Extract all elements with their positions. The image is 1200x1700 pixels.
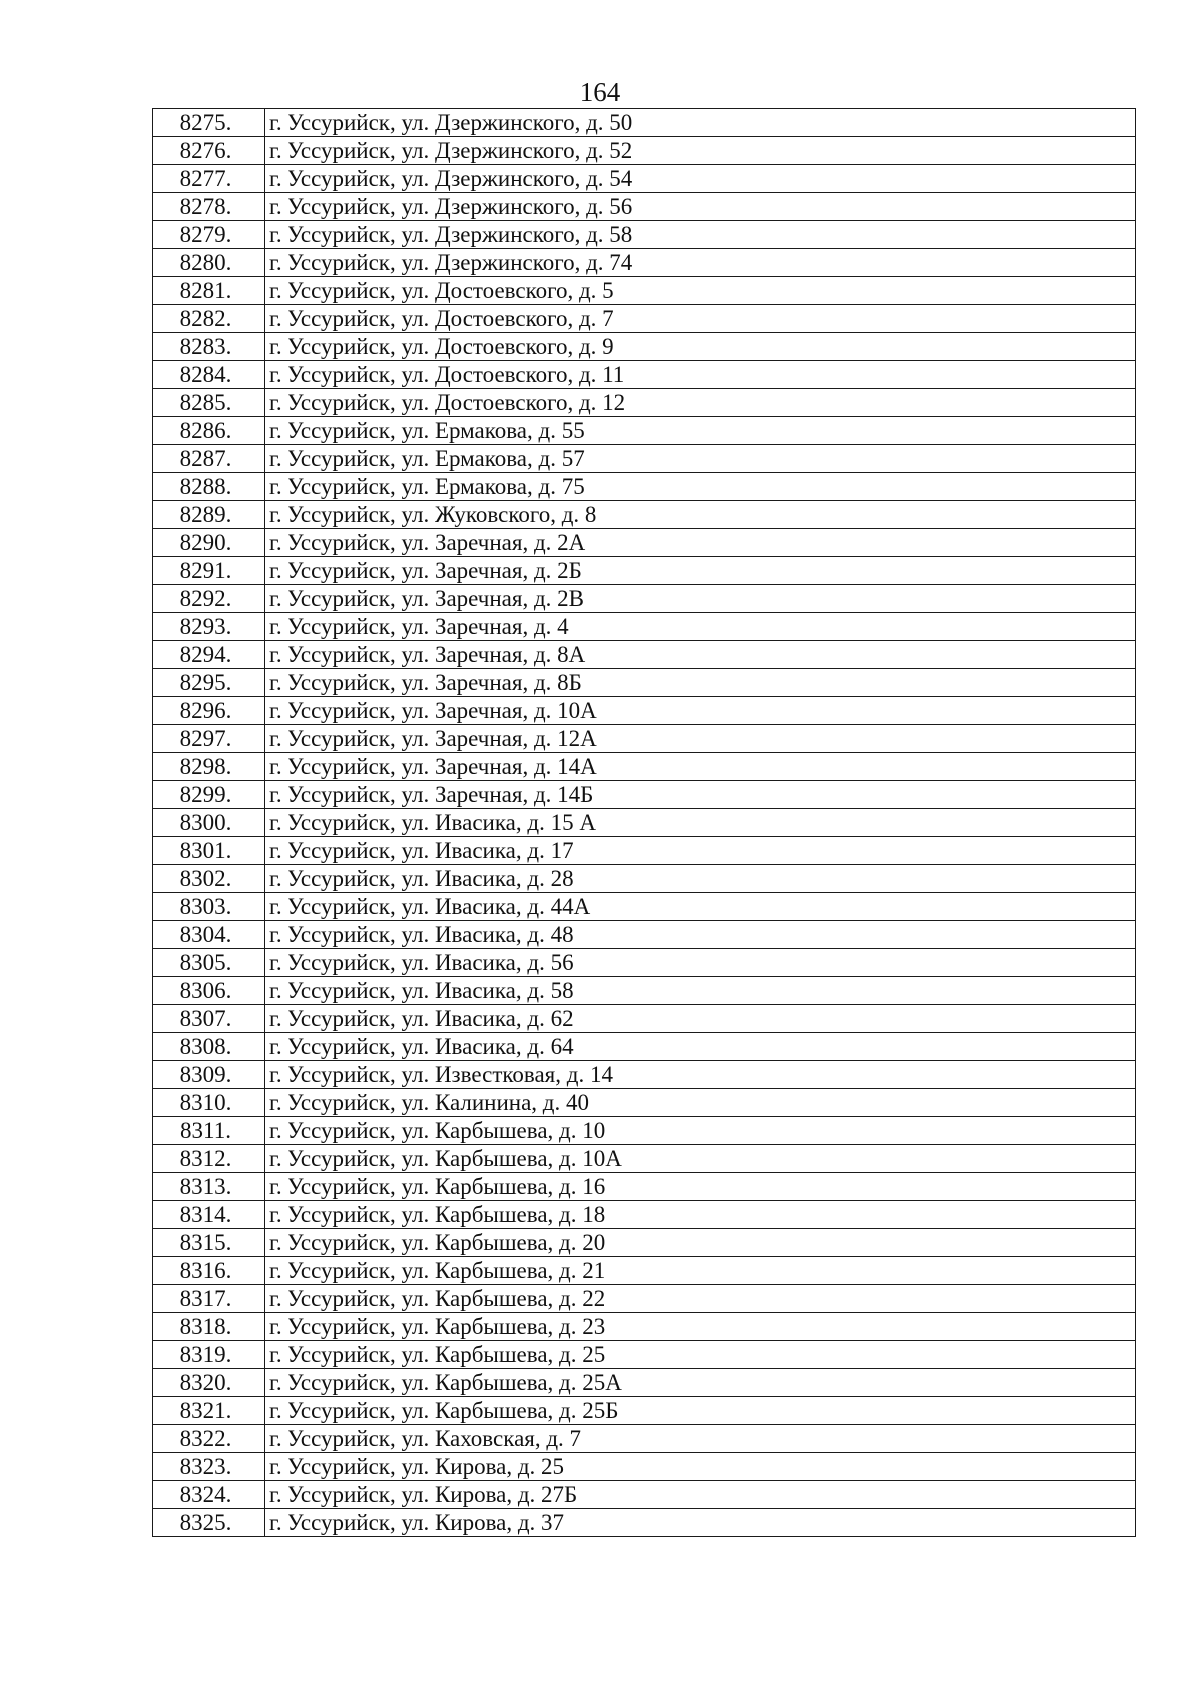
address-cell: г. Уссурийск, ул. Каховская, д. 7 [265, 1425, 1136, 1453]
row-number-cell: 8288. [153, 473, 265, 501]
table-row [153, 1117, 1136, 1145]
address-cell: г. Уссурийск, ул. Заречная, д. 10А [265, 697, 1136, 725]
table-row [153, 893, 1136, 921]
table-row [153, 1145, 1136, 1173]
row-number-cell: 8306. [153, 977, 265, 1005]
address-cell: г. Уссурийск, ул. Карбышева, д. 25 [265, 1341, 1136, 1369]
table-row [153, 669, 1136, 697]
page-number: 164 [579, 77, 621, 107]
table-row [153, 277, 1136, 305]
table-row [153, 529, 1136, 557]
table-row [153, 865, 1136, 893]
address-cell: г. Уссурийск, ул. Дзержинского, д. 54 [265, 165, 1136, 193]
row-number-cell: 8308. [153, 1033, 265, 1061]
table-row [153, 1201, 1136, 1229]
table-row [153, 1061, 1136, 1089]
row-number-cell: 8276. [153, 137, 265, 165]
table-row [153, 921, 1136, 949]
table-row [153, 613, 1136, 641]
address-cell: г. Уссурийск, ул. Ермакова, д. 75 [265, 473, 1136, 501]
table-row [153, 1089, 1136, 1117]
address-cell: г. Уссурийск, ул. Дзержинского, д. 74 [265, 249, 1136, 277]
row-number-cell: 8296. [153, 697, 265, 725]
row-number-cell: 8325. [153, 1509, 265, 1537]
address-cell: г. Уссурийск, ул. Ивасика, д. 15 А [265, 809, 1136, 837]
address-cell: г. Уссурийск, ул. Калинина, д. 40 [265, 1089, 1136, 1117]
table-row [153, 1173, 1136, 1201]
address-cell: г. Уссурийск, ул. Карбышева, д. 10 [265, 1117, 1136, 1145]
row-number-cell: 8319. [153, 1341, 265, 1369]
row-number-cell: 8289. [153, 501, 265, 529]
address-cell: г. Уссурийск, ул. Ивасика, д. 62 [265, 1005, 1136, 1033]
table-row [153, 473, 1136, 501]
row-number-cell: 8310. [153, 1089, 265, 1117]
row-number-cell: 8299. [153, 781, 265, 809]
row-number-cell: 8301. [153, 837, 265, 865]
address-cell: г. Уссурийск, ул. Ивасика, д. 17 [265, 837, 1136, 865]
table-row [153, 417, 1136, 445]
row-number-cell: 8322. [153, 1425, 265, 1453]
row-number-cell: 8305. [153, 949, 265, 977]
row-number-cell: 8311. [153, 1117, 265, 1145]
table-row [153, 221, 1136, 249]
address-cell: г. Уссурийск, ул. Заречная, д. 14Б [265, 781, 1136, 809]
row-number-cell: 8284. [153, 361, 265, 389]
table-row [153, 1481, 1136, 1509]
address-cell: г. Уссурийск, ул. Дзержинского, д. 52 [265, 137, 1136, 165]
table-row [153, 193, 1136, 221]
row-number-cell: 8314. [153, 1201, 265, 1229]
table-row [153, 809, 1136, 837]
address-cell: г. Уссурийск, ул. Карбышева, д. 16 [265, 1173, 1136, 1201]
address-cell: г. Уссурийск, ул. Заречная, д. 12А [265, 725, 1136, 753]
table-row [153, 585, 1136, 613]
table-row [153, 445, 1136, 473]
address-cell: г. Уссурийск, ул. Карбышева, д. 10А [265, 1145, 1136, 1173]
address-cell: г. Уссурийск, ул. Заречная, д. 8Б [265, 669, 1136, 697]
address-cell: г. Уссурийск, ул. Дзержинского, д. 50 [265, 109, 1136, 137]
address-cell: г. Уссурийск, ул. Дзержинского, д. 56 [265, 193, 1136, 221]
table-row [153, 1341, 1136, 1369]
table-row [153, 165, 1136, 193]
table-row [153, 1453, 1136, 1481]
address-cell: г. Уссурийск, ул. Заречная, д. 4 [265, 613, 1136, 641]
row-number-cell: 8277. [153, 165, 265, 193]
address-table-body [153, 109, 1136, 1537]
table-row [153, 1033, 1136, 1061]
row-number-cell: 8290. [153, 529, 265, 557]
address-cell: г. Уссурийск, ул. Карбышева, д. 20 [265, 1229, 1136, 1257]
table-row [153, 305, 1136, 333]
address-cell: г. Уссурийск, ул. Карбышева, д. 25А [265, 1369, 1136, 1397]
address-cell: г. Уссурийск, ул. Ивасика, д. 48 [265, 921, 1136, 949]
row-number-cell: 8286. [153, 417, 265, 445]
address-cell: г. Уссурийск, ул. Карбышева, д. 22 [265, 1285, 1136, 1313]
address-cell: г. Уссурийск, ул. Достоевского, д. 9 [265, 333, 1136, 361]
row-number-cell: 8324. [153, 1481, 265, 1509]
address-cell: г. Уссурийск, ул. Ивасика, д. 58 [265, 977, 1136, 1005]
address-cell: г. Уссурийск, ул. Достоевского, д. 11 [265, 361, 1136, 389]
row-number-cell: 8278. [153, 193, 265, 221]
row-number-cell: 8320. [153, 1369, 265, 1397]
table-row [153, 1229, 1136, 1257]
row-number-cell: 8300. [153, 809, 265, 837]
address-cell: г. Уссурийск, ул. Ивасика, д. 44А [265, 893, 1136, 921]
row-number-cell: 8279. [153, 221, 265, 249]
table-row [153, 137, 1136, 165]
table-row [153, 781, 1136, 809]
table-row [153, 1285, 1136, 1313]
row-number-cell: 8312. [153, 1145, 265, 1173]
row-number-cell: 8295. [153, 669, 265, 697]
table-row [153, 1425, 1136, 1453]
row-number-cell: 8321. [153, 1397, 265, 1425]
row-number-cell: 8283. [153, 333, 265, 361]
address-cell: г. Уссурийск, ул. Заречная, д. 2А [265, 529, 1136, 557]
row-number-cell: 8297. [153, 725, 265, 753]
row-number-cell: 8280. [153, 249, 265, 277]
row-number-cell: 8317. [153, 1285, 265, 1313]
address-cell: г. Уссурийск, ул. Карбышева, д. 25Б [265, 1397, 1136, 1425]
row-number-cell: 8294. [153, 641, 265, 669]
table-row [153, 389, 1136, 417]
address-cell: г. Уссурийск, ул. Заречная, д. 14А [265, 753, 1136, 781]
row-number-cell: 8287. [153, 445, 265, 473]
table-row [153, 837, 1136, 865]
table-row [153, 249, 1136, 277]
address-cell: г. Уссурийск, ул. Заречная, д. 8А [265, 641, 1136, 669]
row-number-cell: 8313. [153, 1173, 265, 1201]
address-cell: г. Уссурийск, ул. Ивасика, д. 64 [265, 1033, 1136, 1061]
table-row [153, 1313, 1136, 1341]
table-row [153, 949, 1136, 977]
row-number-cell: 8318. [153, 1313, 265, 1341]
table-row [153, 1369, 1136, 1397]
address-table [152, 108, 1136, 1537]
address-cell: г. Уссурийск, ул. Кирова, д. 37 [265, 1509, 1136, 1537]
table-row [153, 1397, 1136, 1425]
table-row [153, 557, 1136, 585]
row-number-cell: 8298. [153, 753, 265, 781]
row-number-cell: 8316. [153, 1257, 265, 1285]
table-row [153, 361, 1136, 389]
row-number-cell: 8309. [153, 1061, 265, 1089]
row-number-cell: 8304. [153, 921, 265, 949]
address-cell: г. Уссурийск, ул. Заречная, д. 2Б [265, 557, 1136, 585]
table-row [153, 501, 1136, 529]
address-cell: г. Уссурийск, ул. Заречная, д. 2В [265, 585, 1136, 613]
address-cell: г. Уссурийск, ул. Известковая, д. 14 [265, 1061, 1136, 1089]
table-row [153, 333, 1136, 361]
table-row [153, 1005, 1136, 1033]
table-row [153, 1257, 1136, 1285]
row-number-cell: 8281. [153, 277, 265, 305]
table-row [153, 641, 1136, 669]
address-cell: г. Уссурийск, ул. Дзержинского, д. 58 [265, 221, 1136, 249]
address-cell: г. Уссурийск, ул. Ермакова, д. 55 [265, 417, 1136, 445]
row-number-cell: 8285. [153, 389, 265, 417]
row-number-cell: 8275. [153, 109, 265, 137]
address-cell: г. Уссурийск, ул. Кирова, д. 27Б [265, 1481, 1136, 1509]
row-number-cell: 8315. [153, 1229, 265, 1257]
row-number-cell: 8303. [153, 893, 265, 921]
table-row [153, 697, 1136, 725]
row-number-cell: 8292. [153, 585, 265, 613]
address-cell: г. Уссурийск, ул. Ивасика, д. 28 [265, 865, 1136, 893]
row-number-cell: 8293. [153, 613, 265, 641]
address-cell: г. Уссурийск, ул. Достоевского, д. 12 [265, 389, 1136, 417]
address-cell: г. Уссурийск, ул. Достоевского, д. 7 [265, 305, 1136, 333]
address-cell: г. Уссурийск, ул. Карбышева, д. 23 [265, 1313, 1136, 1341]
row-number-cell: 8282. [153, 305, 265, 333]
address-cell: г. Уссурийск, ул. Достоевского, д. 5 [265, 277, 1136, 305]
table-row [153, 753, 1136, 781]
address-cell: г. Уссурийск, ул. Ермакова, д. 57 [265, 445, 1136, 473]
row-number-cell: 8323. [153, 1453, 265, 1481]
table-row [153, 977, 1136, 1005]
address-cell: г. Уссурийск, ул. Кирова, д. 25 [265, 1453, 1136, 1481]
address-cell: г. Уссурийск, ул. Жуковского, д. 8 [265, 501, 1136, 529]
row-number-cell: 8291. [153, 557, 265, 585]
row-number-cell: 8302. [153, 865, 265, 893]
address-cell: г. Уссурийск, ул. Ивасика, д. 56 [265, 949, 1136, 977]
row-number-cell: 8307. [153, 1005, 265, 1033]
table-row [153, 109, 1136, 137]
table-row [153, 725, 1136, 753]
table-row [153, 1509, 1136, 1537]
address-cell: г. Уссурийск, ул. Карбышева, д. 21 [265, 1257, 1136, 1285]
address-cell: г. Уссурийск, ул. Карбышева, д. 18 [265, 1201, 1136, 1229]
